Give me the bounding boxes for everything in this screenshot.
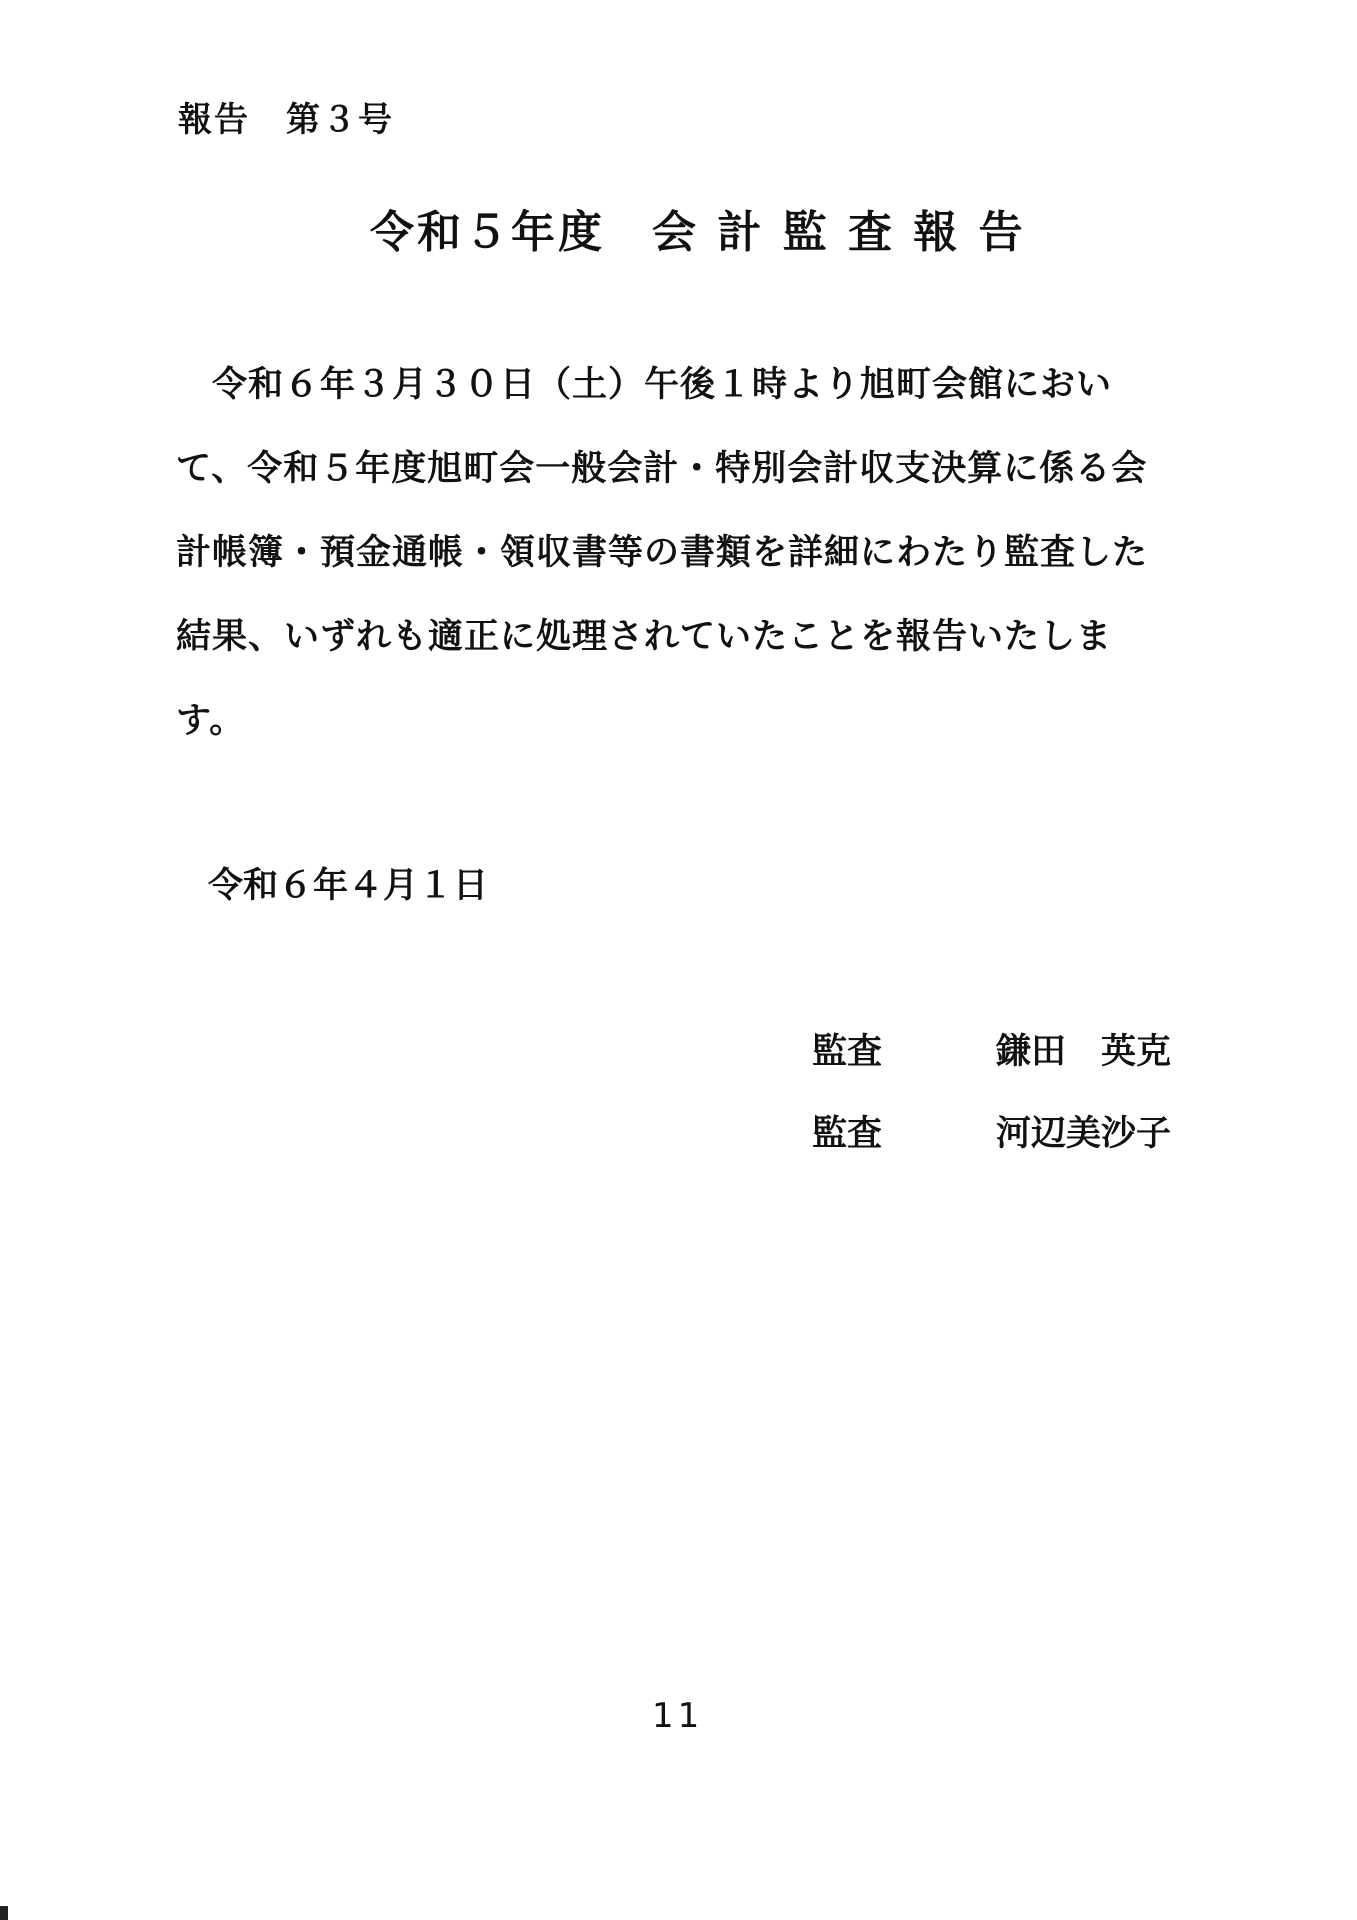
body-line: す。	[176, 701, 246, 741]
report-number: 報告 第３号	[178, 100, 394, 140]
signature-role: 監査	[812, 1032, 883, 1072]
body-paragraph	[176, 360, 1176, 780]
signature-row	[812, 1106, 1172, 1188]
signature-row	[812, 1024, 1172, 1106]
signature-role: 監査	[812, 1114, 883, 1154]
body-line: 計帳簿・預金通帳・領収書等の書類を詳細にわたり監査した	[176, 533, 1149, 573]
signature-name: 鎌田 英克	[996, 1032, 1172, 1072]
signature-name: 河辺美沙子	[996, 1114, 1172, 1154]
report-date: 令和６年４月１日	[208, 866, 489, 906]
page-number: 11	[652, 1696, 704, 1736]
body-line: て、令和５年度旭町会一般会計・特別会計収支決算に係る会	[176, 449, 1148, 489]
signature-block	[812, 1024, 1172, 1188]
document-title: 令和５年度 会 計 監 査 報 告	[370, 207, 1026, 258]
body-line: 結果、いずれも適正に処理されていたことを報告いたしま	[176, 617, 1113, 657]
body-line: 令和６年３月３０日（土）午後１時より旭町会館におい	[176, 365, 1113, 405]
scan-edge-mark	[0, 1906, 8, 1920]
